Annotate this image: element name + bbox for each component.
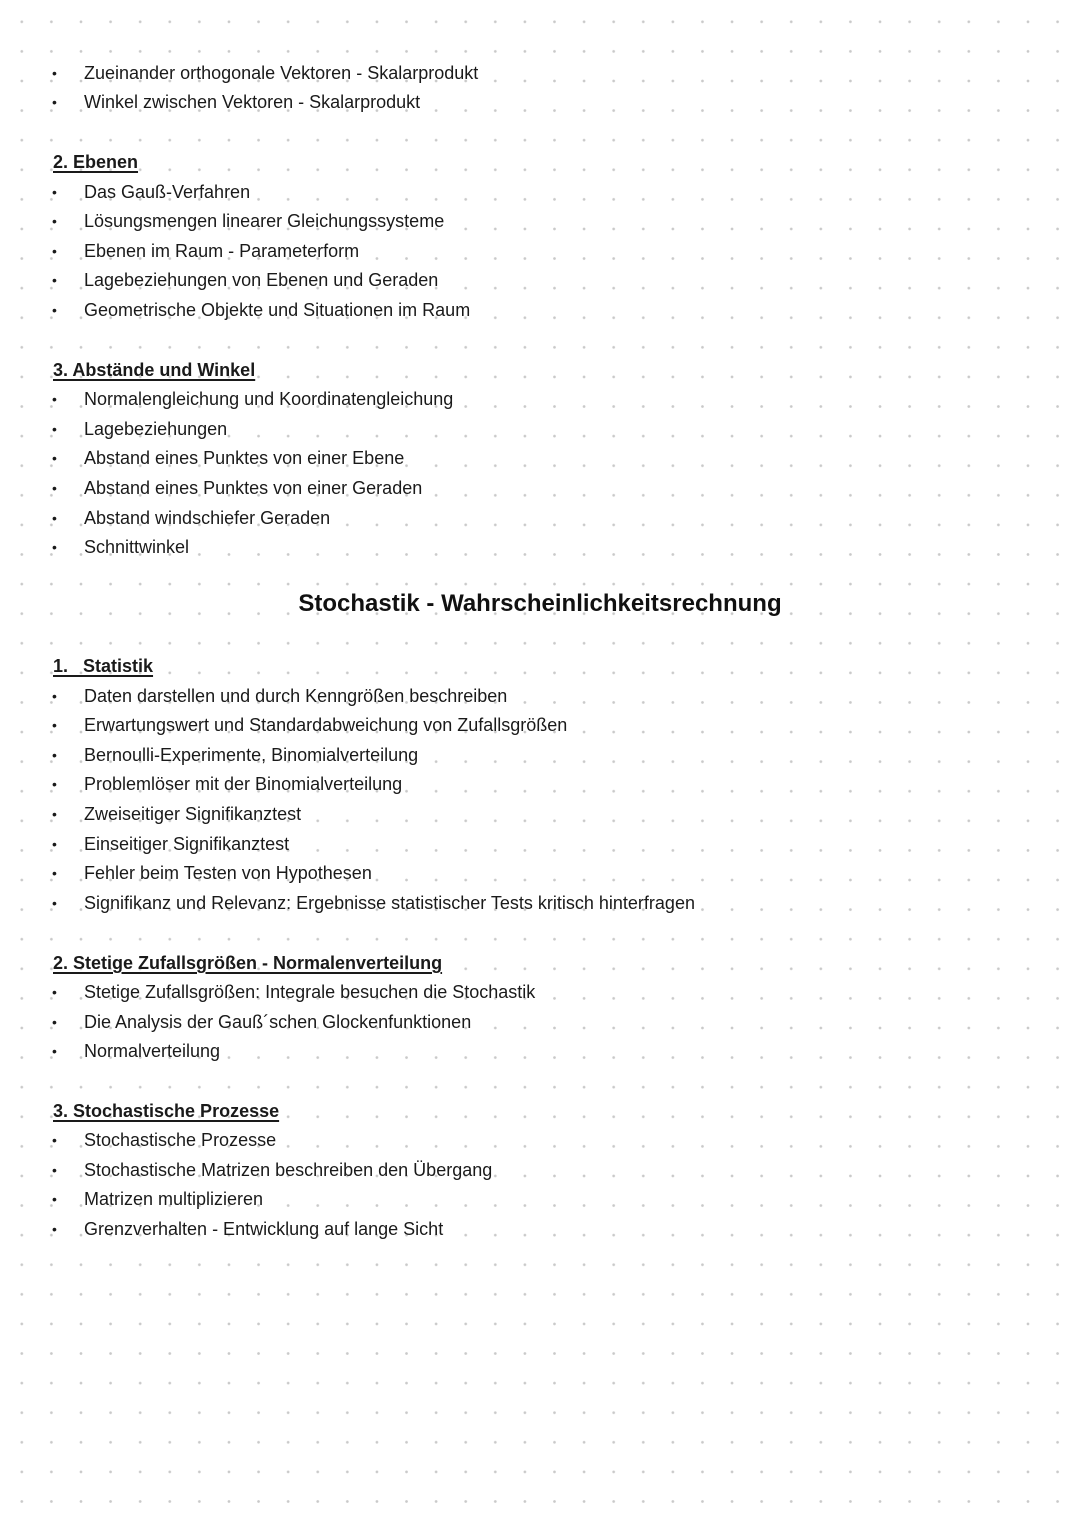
list-item: • Abstand windschiefer Geraden (52, 508, 331, 528)
list-item: • Signifikanz und Relevanz: Ergebnisse statistischer Tests kritisch hinterfragen (52, 893, 695, 913)
bullet-icon: • (52, 1191, 57, 1207)
list-item: • Ebenen im Raum - Parameterform (52, 241, 360, 261)
bullet-icon: • (52, 984, 57, 1000)
list-item: • Lösungsmengen linearer Gleichungssysteme (52, 211, 445, 231)
bullet-icon: • (52, 184, 57, 200)
section-heading-abstaende-winkel: 3. Abstände und Winkel (53, 360, 256, 380)
bullet-icon: • (52, 1162, 57, 1178)
page-title: Stochastik - Wahrscheinlichkeitsrechnung (298, 590, 782, 617)
bullet-icon: • (52, 1132, 57, 1148)
bullet-icon: • (52, 421, 57, 437)
list-item: • Winkel zwischen Vektoren - Skalarprodukt (52, 92, 421, 112)
list-item: • Schnittwinkel (52, 537, 190, 557)
bullet-icon: • (52, 94, 57, 110)
bullet-icon: • (52, 510, 57, 526)
bullet-icon: • (52, 836, 57, 852)
bullet-icon: • (52, 688, 57, 704)
bullet-icon: • (52, 391, 57, 407)
list-item: • Problemlöser mit der Binomialverteilung (52, 774, 403, 794)
section-heading-stetige-zufallsgroessen: 2. Stetige Zufallsgrößen - Normalenverteilung (53, 953, 443, 973)
list-item: • Fehler beim Testen von Hypothesen (52, 863, 372, 883)
list-item: • Bernoulli-Experimente, Binomialverteilung (52, 745, 419, 765)
bullet-icon: • (52, 806, 57, 822)
list-item: • Grenzverhalten - Entwicklung auf lange Sicht (52, 1219, 444, 1239)
list-item: • Erwartungswert und Standardabweichung von Zufallsgrößen (52, 715, 568, 735)
bullet-icon: • (52, 243, 57, 259)
bullet-icon: • (52, 717, 57, 733)
list-item: • Geometrische Objekte und Situationen im Raum (52, 300, 471, 320)
bullet-icon: • (52, 539, 57, 555)
bullet-icon: • (52, 776, 57, 792)
list-item: • Matrizen multiplizieren (52, 1189, 264, 1209)
list-item: • Stetige Zufallsgrößen: Integrale besuchen die Stochastik (52, 982, 536, 1002)
bullet-icon: • (52, 213, 57, 229)
list-item: • Stochastische Prozesse (52, 1130, 277, 1150)
list-item: • Die Analysis der Gauß´schen Glockenfunktionen (52, 1012, 472, 1032)
list-item: • Zueinander orthogonale Vektoren - Skalarprodukt (52, 63, 479, 83)
list-item: • Lagebeziehungen (52, 419, 228, 439)
list-item: • Abstand eines Punktes von einer Ebene (52, 448, 405, 468)
list-item: • Normalengleichung und Koordinatengleichung (52, 389, 454, 409)
bullet-icon: • (52, 272, 57, 288)
bullet-icon: • (52, 865, 57, 881)
bullet-icon: • (52, 1221, 57, 1237)
section-heading-ebenen: 2. Ebenen (53, 152, 139, 172)
section-heading-statistik: 1. Statistik (53, 656, 154, 676)
list-item: • Das Gauß-Verfahren (52, 182, 251, 202)
bullet-icon: • (52, 1043, 57, 1059)
bullet-icon: • (52, 1014, 57, 1030)
bullet-icon: • (52, 302, 57, 318)
section-heading-stochastische-prozesse: 3. Stochastische Prozesse (53, 1101, 280, 1121)
list-item: • Einseitiger Signifikanztest (52, 834, 290, 854)
list-item: • Abstand eines Punktes von einer Geraden (52, 478, 423, 498)
list-item: • Lagebeziehungen von Ebenen und Geraden (52, 270, 439, 290)
list-item: • Normalverteilung (52, 1041, 221, 1061)
list-item: • Stochastische Matrizen beschreiben den Übergang (52, 1160, 493, 1180)
bullet-icon: • (52, 895, 57, 911)
bullet-icon: • (52, 65, 57, 81)
bullet-icon: • (52, 480, 57, 496)
list-item: • Zweiseitiger Signifikanztest (52, 804, 302, 824)
bullet-icon: • (52, 450, 57, 466)
bullet-icon: • (52, 747, 57, 763)
list-item: • Daten darstellen und durch Kenngrößen beschreiben (52, 686, 508, 706)
